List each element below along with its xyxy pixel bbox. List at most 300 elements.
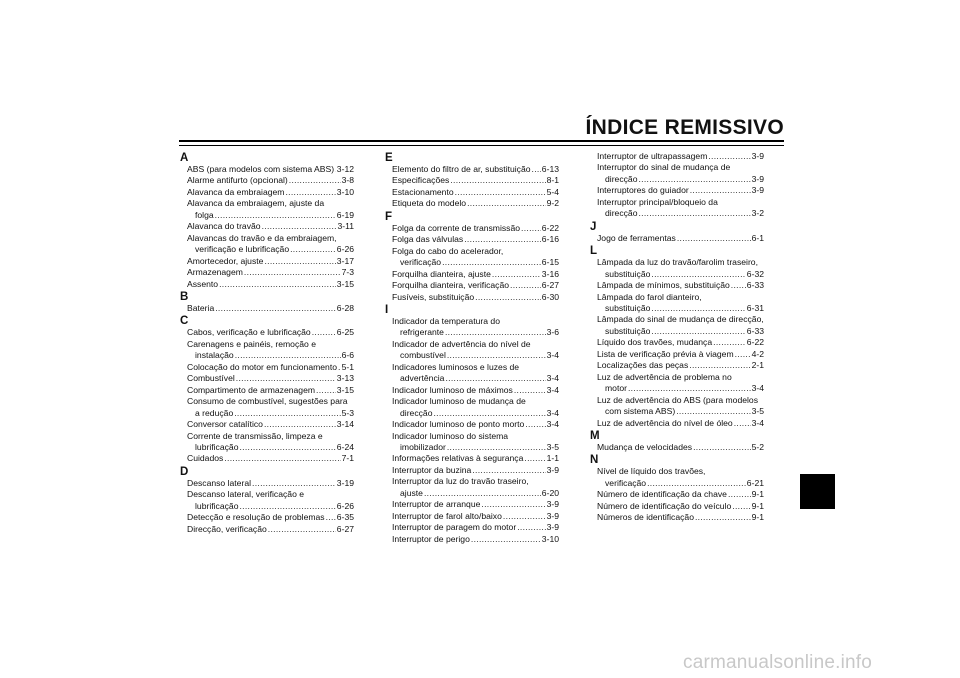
dot-leader [235, 350, 341, 361]
dot-leader [647, 478, 746, 489]
dot-leader [239, 442, 335, 453]
dot-leader [735, 349, 751, 360]
index-entry [590, 233, 764, 244]
index-entry [180, 489, 354, 512]
index-entry [385, 164, 559, 175]
section-letter: B [180, 290, 189, 303]
index-entry-text: Alavanca da embraiagem, ajuste da [187, 198, 325, 209]
index-entry [180, 267, 354, 278]
dot-leader [731, 280, 746, 291]
index-column-1 [180, 151, 354, 535]
index-entry-text: Mudança de velocidades [597, 441, 693, 452]
index-entry [385, 316, 559, 339]
index-entry-text: refrigerante [400, 327, 444, 338]
index-entry-text: Informações relativas à segurança [392, 453, 524, 464]
dot-leader [252, 478, 336, 489]
dot-leader [236, 373, 336, 384]
index-entry-text: Luz de advertência do nível de óleo [597, 417, 733, 428]
index-entry-page: 6-25 [336, 327, 354, 338]
index-entry [180, 396, 354, 419]
index-entry [385, 476, 559, 499]
index-entry-text: Alavanca da embraiagem [187, 186, 285, 197]
dot-leader [514, 385, 546, 396]
index-entry-text: Interruptor de perigo [392, 533, 470, 544]
dot-leader [424, 488, 541, 499]
index-entry-page: 3-5 [546, 441, 559, 452]
dot-leader [464, 234, 541, 245]
index-entry-text: verificação e lubrificação [195, 244, 290, 255]
index-entry-text: Cuidados [187, 453, 224, 464]
index-entry-text: Interruptor da luz do travão traseiro, [392, 476, 529, 487]
index-entry [180, 175, 354, 186]
index-entry-page: 6-31 [746, 302, 764, 313]
index-entry-page: 3-16 [541, 268, 559, 279]
index-entry-page: 6-28 [336, 302, 354, 313]
index-entry-text: Lâmpada do farol dianteiro, [597, 291, 702, 302]
index-entry-page: 5-4 [546, 186, 559, 197]
index-entry-text: advertência [400, 373, 445, 384]
index-entry [590, 489, 764, 500]
index-entry-text: Lâmpada da luz do travão/farolim traseiro, [597, 257, 758, 268]
index-entry [590, 349, 764, 360]
index-entry [180, 373, 354, 384]
index-entry [180, 164, 354, 175]
dot-leader [215, 303, 336, 314]
section-letter: I [385, 303, 389, 316]
index-entry-page: 6-21 [746, 477, 764, 488]
dot-leader [728, 489, 751, 500]
dot-leader [445, 373, 545, 384]
section-letter: J [590, 220, 597, 233]
index-entry [180, 198, 354, 221]
dot-leader [285, 187, 335, 198]
index-entry [385, 280, 559, 291]
index-entry [590, 185, 764, 196]
index-entry-page: 6-16 [541, 234, 559, 245]
index-entry-text: Indicador luminoso de máximos [392, 384, 513, 395]
dot-leader [734, 418, 751, 429]
index-entry-page: 6-26 [336, 500, 354, 511]
index-entry-text: Bateria [187, 302, 215, 313]
index-entry-text: Conversor catalítico [187, 419, 263, 430]
dot-leader [517, 522, 545, 533]
dot-leader [445, 327, 546, 338]
index-entry [180, 187, 354, 198]
dot-leader [524, 453, 545, 464]
index-entry [385, 292, 559, 303]
dot-leader [219, 279, 336, 290]
dot-leader [708, 151, 750, 162]
index-entry-page: 3-4 [751, 417, 764, 428]
dot-leader [471, 534, 541, 545]
dot-leader [447, 442, 546, 453]
dot-leader [338, 362, 341, 373]
dot-leader [690, 185, 751, 196]
index-entry [590, 280, 764, 291]
index-entry-page: 3-10 [541, 533, 559, 544]
index-entry-text: Números de identificação [597, 512, 694, 523]
index-entry-page: 5-2 [751, 441, 764, 452]
index-entry-text: a redução [195, 407, 234, 418]
index-entry-page: 2-1 [751, 360, 764, 371]
section-letter: E [385, 152, 393, 164]
index-entry-text: Interruptor da buzina [392, 464, 472, 475]
index-entry [180, 362, 354, 373]
index-entry-text: Interruptor de paragem do motor [392, 522, 517, 533]
index-column-2 [385, 151, 559, 545]
index-entry-text: Cabos, verificação e lubrificação [187, 327, 311, 338]
index-entry [385, 431, 559, 454]
index-entry-page: 6-22 [541, 222, 559, 233]
index-entry-page: 6-13 [541, 164, 559, 174]
index-entry [590, 162, 764, 185]
dot-leader [510, 280, 541, 291]
index-entry-text: verificação [605, 477, 647, 488]
dot-leader [289, 175, 341, 186]
index-entry-page: 6-22 [746, 337, 764, 348]
index-entry-text: Carenagens e painéis, remoção e [187, 338, 316, 349]
index-entry-page: 3-8 [341, 175, 354, 186]
dot-leader [638, 174, 750, 185]
index-entry [180, 233, 354, 256]
index-entry [590, 197, 764, 220]
dot-leader [450, 175, 545, 186]
index-entry [590, 292, 764, 315]
index-entry-page: 9-2 [546, 198, 559, 209]
index-entry [180, 385, 354, 396]
index-entry-page: 3-9 [546, 499, 559, 510]
dot-leader [475, 292, 541, 303]
index-entry-text: Folga da corrente de transmissão [392, 222, 521, 233]
index-entry [180, 221, 354, 232]
index-entry-text: Nível de líquido dos travões, [597, 466, 706, 477]
index-entry-page: 3-4 [751, 383, 764, 394]
index-entry-text: Indicador luminoso de mudança de [392, 396, 526, 407]
dot-leader [732, 501, 750, 512]
section-letter: L [590, 245, 598, 258]
index-entry-text: Alavancas do travão e da embraiagem, [187, 232, 337, 243]
index-entry-text: substituição [605, 302, 651, 313]
dot-leader [264, 419, 336, 430]
index-entry-text: Elemento do filtro de ar, substituição [392, 164, 531, 174]
index-entry-page: 3-13 [336, 373, 354, 384]
index-entry-text: Interruptores do guiador [597, 185, 689, 196]
index-entry [180, 256, 354, 267]
index-entry [385, 339, 559, 362]
index-entry [590, 512, 764, 523]
index-entry-page: 3-2 [751, 208, 764, 219]
index-entry [385, 453, 559, 464]
dot-leader [481, 499, 545, 510]
index-entry [590, 501, 764, 512]
index-entry-text: Descanso lateral, verificação e [187, 489, 305, 500]
index-entry-page: 3-19 [336, 477, 354, 488]
index-entry-text: lubrificação [195, 441, 239, 452]
index-entry-page: 8-1 [546, 175, 559, 186]
dot-leader [442, 257, 541, 268]
index-entry-page: 3-15 [336, 278, 354, 289]
index-entry-page: 3-9 [751, 151, 764, 161]
index-entry-page: 9-1 [751, 500, 764, 511]
dot-leader [525, 419, 545, 430]
index-entry [180, 431, 354, 454]
index-entry-page: 6-27 [336, 523, 354, 534]
index-entry [180, 327, 354, 338]
index-entry-text: Interruptor de ultrapassagem [597, 151, 708, 161]
index-entry [385, 175, 559, 186]
index-entry-text: Descanso lateral [187, 477, 252, 488]
index-entry-text: com sistema ABS) [605, 406, 676, 417]
dot-leader [472, 465, 545, 476]
index-entry [385, 522, 559, 533]
dot-leader [713, 337, 746, 348]
index-entry [385, 362, 559, 385]
index-entry-text: direcção [400, 407, 433, 418]
index-entry-page: 6-32 [746, 268, 764, 279]
index-entry [385, 198, 559, 209]
index-entry-page: 4-2 [751, 348, 764, 359]
index-entry-page: 3-9 [751, 185, 764, 196]
index-entry-text: substituição [605, 268, 651, 279]
index-entry-text: Alavanca do travão [187, 221, 261, 232]
index-entry-page: 1-1 [546, 453, 559, 464]
index-entry-page: 6-20 [541, 487, 559, 498]
dot-leader [268, 524, 336, 535]
index-entry [180, 419, 354, 430]
index-entry-text: Interruptor de arranque [392, 499, 481, 510]
dot-leader [676, 406, 750, 417]
chapter-tab-marker [800, 474, 835, 509]
dot-leader [290, 244, 336, 255]
index-entry-text: instalação [195, 350, 234, 361]
index-entry-text: Indicadores luminosos e luzes de [392, 361, 520, 372]
index-entry [385, 187, 559, 198]
dot-leader [695, 512, 751, 523]
dot-leader [447, 350, 546, 361]
section-letter: N [590, 454, 599, 467]
index-entry [180, 524, 354, 535]
index-entry-page: 3-4 [546, 419, 559, 430]
dot-leader [316, 385, 336, 396]
index-entry-text: Corrente de transmissão, limpeza e [187, 430, 323, 441]
index-entry-page: 5-1 [341, 361, 354, 372]
index-entry-page: 3-6 [546, 327, 559, 338]
index-entry-page: 6-24 [336, 441, 354, 452]
index-entry-page: 3-11 [337, 221, 354, 232]
index-entry-page: 3-4 [546, 407, 559, 418]
index-entry-text: verificação [400, 257, 442, 268]
dot-leader [693, 442, 751, 453]
index-entry-page: 6-19 [336, 209, 354, 220]
index-entry-text: Alarme antifurto (opcional) [187, 175, 288, 186]
dot-leader [244, 267, 341, 278]
index-entry-text: Forquilha dianteira, ajuste [392, 268, 491, 279]
index-entry-text: Detecção e resolução de problemas [187, 512, 325, 523]
dot-leader [224, 453, 340, 464]
index-entry-text: Jogo de ferramentas [597, 232, 676, 243]
index-entry [385, 223, 559, 234]
index-entry [180, 478, 354, 489]
index-entry-text: Número de identificação do veículo [597, 500, 732, 511]
index-entry-text: ABS (para modelos com sistema ABS) [187, 164, 335, 174]
index-entry-text: Localizações das peças [597, 360, 689, 371]
index-entry-page: 3-4 [546, 384, 559, 395]
dot-leader [215, 210, 336, 221]
index-entry [590, 337, 764, 348]
index-entry [180, 339, 354, 362]
index-entry-text: direcção [605, 208, 638, 219]
index-entry [385, 234, 559, 245]
index-entry [590, 442, 764, 453]
index-entry [590, 466, 764, 489]
dot-leader [651, 303, 745, 314]
index-entry-text: Indicador da temperatura do [392, 315, 500, 326]
index-entry [385, 511, 559, 522]
index-column-3 [590, 151, 764, 524]
index-entry-text: Líquido dos travões, mudança [597, 337, 713, 348]
dot-leader [638, 208, 750, 219]
index-entry-page: 6-27 [541, 280, 559, 291]
index-entry-text: Luz de advertência de problema no [597, 371, 732, 382]
index-entry-page: 5-3 [341, 407, 354, 418]
index-entry-text: direcção [605, 173, 638, 184]
index-entry [590, 151, 764, 162]
index-entry-text: substituição [605, 325, 651, 336]
index-entry [590, 314, 764, 337]
index-entry-page: 7-3 [341, 267, 354, 278]
header-rule-thin [179, 145, 784, 146]
index-entry-text: Lâmpada de mínimos, substituição [597, 280, 730, 291]
section-letter: F [385, 210, 393, 223]
dot-leader [262, 221, 337, 232]
index-entry [385, 499, 559, 510]
index-entry [385, 385, 559, 396]
index-entry-page: 3-5 [751, 406, 764, 417]
index-entry [590, 360, 764, 371]
index-entry-page: 3-4 [546, 350, 559, 361]
index-entry [590, 372, 764, 395]
index-entry-page: 6-6 [341, 350, 354, 361]
index-entry [590, 257, 764, 280]
index-entry-page: 3-9 [546, 510, 559, 521]
dot-leader [677, 233, 751, 244]
index-entry-text: Indicador luminoso do sistema [392, 430, 509, 441]
index-entry [385, 246, 559, 269]
index-entry-text: Indicador luminoso de ponto morto [392, 419, 525, 430]
index-entry-page: 3-9 [546, 464, 559, 475]
index-entry-text: Combustível [187, 373, 235, 384]
section-letter: C [180, 315, 189, 328]
index-entry-text: combustível [400, 350, 446, 361]
dot-leader [651, 326, 745, 337]
index-entry [385, 465, 559, 476]
dot-leader [467, 198, 546, 209]
index-entry-text: ajuste [400, 487, 423, 498]
index-entry-text: Lâmpada do sinal de mudança de direcção, [597, 314, 764, 325]
index-entry-text: Folga das válvulas [392, 234, 464, 245]
index-entry-page: 3-14 [336, 419, 354, 430]
index-entry-text: lubrificação [195, 500, 239, 511]
page-title: ÍNDICE REMISSIVO [585, 116, 784, 139]
index-entry-text: Forquilha dianteira, verificação [392, 280, 510, 291]
index-entry-text: Número de identificação da chave [597, 489, 727, 500]
index-entry-text: Consumo de combustível, sugestões para [187, 396, 348, 407]
index-entry-text: Interruptor principal/bloqueio da [597, 196, 718, 207]
dot-leader [264, 256, 335, 267]
index-entry-page: 6-15 [541, 257, 559, 268]
index-entry [385, 419, 559, 430]
index-entry-text: Indicador de advertência do nível de [392, 338, 531, 349]
index-entry [590, 418, 764, 429]
index-entry-text: Especificações [392, 175, 450, 186]
index-entry [180, 303, 354, 314]
index-entry-text: Colocação do motor em funcionamento [187, 361, 337, 372]
index-entry-text: Estacionamento [392, 186, 454, 197]
index-entry-page: 3-9 [546, 522, 559, 533]
index-entry-text: Fusíveis, substituição [392, 291, 475, 302]
index-entry-page: 6-1 [751, 232, 764, 243]
index-entry [590, 395, 764, 418]
index-entry [180, 512, 354, 523]
dot-leader [628, 383, 751, 394]
dot-leader [312, 327, 336, 338]
index-entry-text: folga [195, 209, 214, 220]
index-entry [180, 453, 354, 464]
section-letter: D [180, 465, 189, 478]
index-entry-page: 7-1 [341, 453, 354, 464]
dot-leader [239, 501, 335, 512]
header-rule-thick [179, 140, 784, 142]
dot-leader [455, 187, 546, 198]
index-entry-page: 3-15 [336, 384, 354, 395]
dot-leader [521, 223, 541, 234]
index-entry-page: 9-1 [751, 489, 764, 500]
index-entry-page: 6-33 [746, 280, 764, 291]
index-entry [385, 269, 559, 280]
index-entry-page: 3-9 [751, 173, 764, 184]
dot-leader [503, 511, 546, 522]
dot-leader [335, 164, 336, 175]
index-entry-page: 6-30 [541, 291, 559, 302]
dot-leader [433, 408, 545, 419]
index-entry-page: 6-26 [336, 244, 354, 255]
index-entry-text: Folga do cabo do acelerador, [392, 245, 504, 256]
dot-leader [492, 269, 541, 280]
index-entry-page: 3-12 [336, 164, 354, 174]
index-entry-text: Assento [187, 278, 219, 289]
index-entry [385, 396, 559, 419]
dot-leader [689, 360, 750, 371]
index-entry-text: motor [605, 383, 627, 394]
section-letter: A [180, 152, 189, 164]
index-entry-text: Direcção, verificação [187, 523, 267, 534]
index-entry [180, 279, 354, 290]
index-entry-text: Interruptor do sinal de mudança de [597, 162, 731, 173]
index-entry-page: 6-35 [336, 512, 354, 523]
index-entry-text: imobilizador [400, 441, 446, 452]
index-entry-text: Lista de verificação prévia à viagem [597, 348, 734, 359]
dot-leader [234, 408, 340, 419]
section-letter: M [590, 429, 600, 442]
index-entry-page: 3-17 [336, 255, 354, 266]
index-entry [385, 534, 559, 545]
dot-leader [326, 512, 336, 523]
index-entry-text: Luz de advertência do ABS (para modelos [597, 394, 758, 405]
watermark: carmanualsonline.info [683, 652, 873, 673]
index-entry-text: Armazenagem [187, 267, 243, 278]
index-entry-text: Interruptor de farol alto/baixo [392, 510, 502, 521]
index-entry-page: 3-4 [546, 373, 559, 384]
